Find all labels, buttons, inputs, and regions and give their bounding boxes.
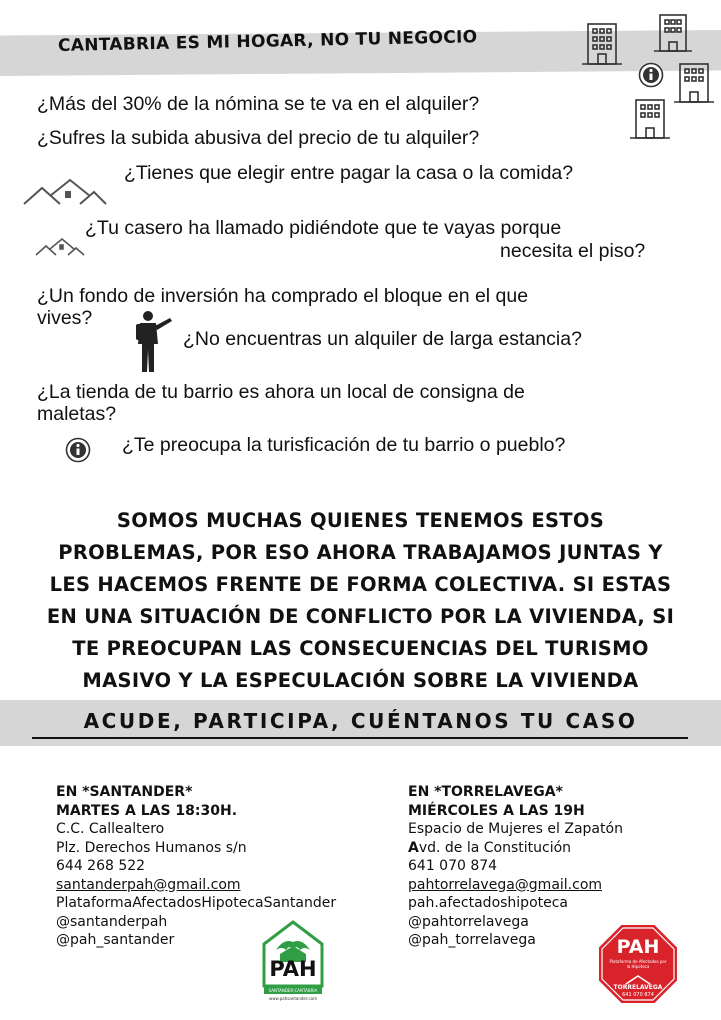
santander-city: EN *SANTANDER*	[56, 784, 193, 800]
question-7: ¿La tienda de tu barrio es ahora un local de consigna de	[37, 381, 525, 403]
info-icon	[638, 62, 664, 88]
torrelavega-phone: 641 070 874	[408, 858, 498, 874]
santander-address: Plz. Derechos Humanos s/n	[56, 839, 247, 856]
santander-twitter: @santanderpah	[56, 913, 168, 930]
hiker-icon	[128, 310, 174, 376]
statement-line: LES HACEMOS FRENTE DE FORMA COLECTIVA. SI ESTAS	[49, 573, 672, 596]
statement-line: TE PREOCUPAN LAS CONSECUENCIAS DEL TURISMO	[72, 637, 649, 660]
pah-santander-name: PAH	[269, 957, 317, 981]
pah-santander-url: www.pahsantander.com	[269, 996, 317, 1001]
building-icon	[652, 12, 694, 54]
torrelavega-email[interactable]: pahtorrelavega@gmail.com	[408, 876, 603, 893]
building-icon	[580, 20, 624, 66]
santander-schedule: MARTES A LAS 18:30H.	[56, 802, 238, 819]
torrelavega-address-initial: A	[408, 839, 419, 856]
question-4: ¿Tu casero ha llamado pidiéndote que te vayas porque	[85, 217, 562, 239]
question-7-cont: maletas?	[37, 403, 117, 425]
question-8: ¿Te preocupa la turisficación de tu barrio o pueblo?	[122, 434, 566, 456]
statement-line: SOMOS MUCHAS QUIENES TENEMOS ESTOS	[116, 509, 605, 532]
torrelavega-address-rest: vd. de la Constitución	[418, 839, 572, 856]
question-1: ¿Más del 30% de la nómina se te va en el alquiler?	[37, 93, 480, 115]
cta-underline	[32, 737, 688, 739]
pah-torrelavega-phone: 641 070 874	[622, 992, 654, 998]
question-5-cont: vives?	[37, 307, 93, 329]
statement	[22, 505, 699, 697]
santander-facebook: PlataformaAfectadosHipotecaSantander	[56, 895, 337, 911]
torrelavega-address	[408, 839, 623, 858]
building-icon	[628, 96, 672, 142]
statement-line: EN UNA SITUACIÓN DE CONFLICTO POR LA VIVIENDA, SI	[46, 605, 675, 628]
pah-santander-subtitle: SANTANDER-CANTABRIA	[268, 988, 318, 993]
torrelavega-venue: Espacio de Mujeres el Zapatón	[408, 821, 623, 837]
torrelavega-instagram: @pah_torrelavega	[408, 932, 536, 948]
page-title: CANTABRIA ES MI HOGAR, NO TU NEGOCIO	[57, 27, 478, 56]
santander-email[interactable]: santanderpah@gmail.com	[56, 876, 241, 893]
question-3: ¿Tienes que elegir entre pagar la casa o la comida?	[124, 162, 574, 184]
question-5: ¿Un fondo de inversión ha comprado el bloque en el que	[37, 285, 529, 307]
question-4-cont: necesita el piso?	[500, 240, 646, 262]
question-6: ¿No encuentras un alquiler de larga estancia?	[183, 328, 582, 350]
statement-line: MASIVO Y LA ESPECULACIÓN SOBRE LA VIVIENDA	[82, 669, 639, 692]
cta-text: ACUDE, PARTICIPA, CUÉNTANOS TU CASO	[83, 709, 638, 733]
statement-line: PROBLEMAS, POR ESO AHORA TRABAJAMOS JUNTAS Y	[58, 541, 663, 564]
rooftops-icon	[22, 178, 108, 208]
question-2: ¿Sufres la subida abusiva del precio de tu alquiler?	[37, 127, 480, 149]
pah-santander-logo	[262, 920, 324, 1004]
pah-torrelavega-city: TORRELAVEGA	[613, 984, 663, 991]
pah-torrelavega-logo	[596, 922, 680, 1006]
santander-venue: C.C. Callealtero	[56, 821, 165, 837]
santander-phone: 644 268 522	[56, 858, 146, 874]
torrelavega-facebook: pah.afectadoshipoteca	[408, 895, 569, 911]
pah-torrelavega-name: PAH	[616, 936, 660, 958]
info-icon	[65, 437, 91, 463]
torrelavega-info	[408, 783, 623, 950]
santander-instagram: @pah_santander	[56, 932, 175, 948]
torrelavega-twitter: @pahtorrelavega	[408, 913, 529, 930]
pah-torrelavega-subtitle: Plataforma de Afectados por la Hipoteca	[609, 959, 667, 969]
torrelavega-schedule: MIÉRCOLES A LAS 19H	[408, 802, 585, 819]
torrelavega-city: EN *TORRELAVEGA*	[408, 784, 563, 800]
rooftops-icon	[34, 236, 86, 258]
building-icon	[672, 60, 716, 106]
